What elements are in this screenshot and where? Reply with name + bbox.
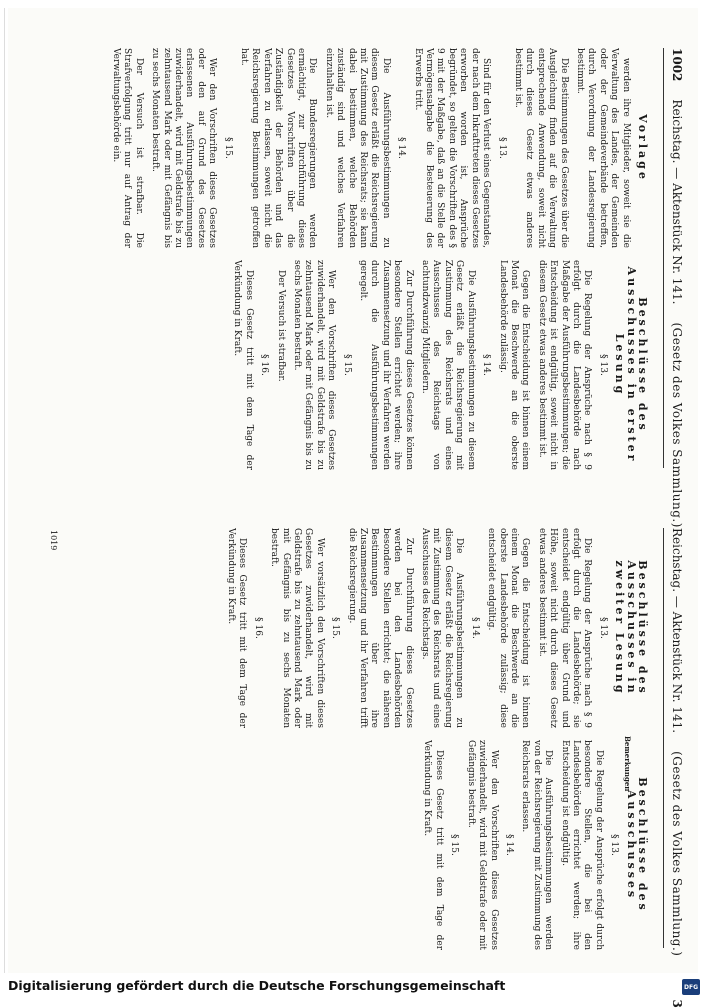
paragraph: Zur Durchführung dieses Gesetzes können besondere Stellen errichtet werden; ihre Zusammensetzung und ihr Verfahren werden durch die Ausführungsbestimmungen geregelt. [358,260,414,470]
page-spine [4,8,5,973]
column-body [421,740,619,950]
paragraph: Die Regelung der Ansprüche nach § 9 erfolgt durch die Landesbehörde; sie entscheidet endgültig über Grund und Höhe, soweit nicht durch dieses Gesetz etwas anderes bestimmt ist. [536,528,593,728]
section-marker: § 15. [330,617,341,639]
left-page-header [666,48,684,528]
right-header-title: Reichstag. — Aktenstück Nr. 141. [670,528,684,734]
left-header-rule [663,48,664,468]
section-marker: § 13. [496,137,507,159]
section-marker: § 16. [252,617,263,639]
section-marker: § 13. [597,617,608,639]
section-marker: § 15. [341,354,352,376]
paragraph: Zur Durchführung dieses Gesetzes werden bei den Landesbehörden besondere Stellen errichtet; die näheren Bestimmungen über ihre Zusammensetzung und ihr Verfahren trifft die Reichsregierung. [346,528,414,728]
paragraph: Gegen die Entscheidung ist binnen einem Monat die Beschwerde an die oberste Landesbehörde zulässig; diese entscheidet endgültig. [486,528,531,728]
section-marker: § 13. [597,354,608,376]
right-page-header [666,528,684,958]
paragraph: Die Ausführungsbestimmungen zu diesem Gesetz erläßt die Reichsregierung mit Zustimmung des Reichsrats und eines Ausschusses des Reichstags von achtundzwanzig Mitgliedern. [420,260,476,470]
left-header-subtitle: (Gesetz des Volkes Sammlung.) [670,322,684,528]
paragraph: Die Regelung der Ansprüche nach § 9 erfolgt durch die Landesbehörde nach Maßgabe der Ausführungsbestimmungen; die Entscheidung ist endgültig, soweit nicht in diesem Gesetz etwas anderes bestimmt ist. [536,260,593,470]
section-marker: § 14. [503,834,514,856]
left-header-title: Reichstag. — Aktenstück Nr. 141. [670,99,684,305]
paragraph: Die Ausführungsbestimmungen werden von der Reichsregierung mit Zustimmung des Reichsrats erlassen. [520,740,554,950]
column-body [110,48,631,248]
column-committee [54,740,654,950]
paragraph: Dieses Gesetz tritt mit dem Tage der Verkündung in Kraft. [232,260,254,470]
scanned-sheet [8,8,698,973]
left-page-number: 1002 [670,48,684,82]
column-first-reading [94,260,654,470]
section-marker: § 15. [449,834,460,856]
paragraph: Die Ausführungsbestimmungen zu diesem Gesetz erläßt die Reichsregierung mit Zustimmung des Reichsrats und eines Ausschusses des Reichstags. [420,528,465,728]
paragraph: Der Versuch ist strafbar. [275,270,286,382]
section-marker: § 15. [222,137,233,159]
paragraph: Wer vorsätzlich den Vorschriften dieses Gesetzes zuwiderhandelt, wird mit Geldstrafe bis zu zehntausend Mark oder mit Gefängnis bis zu sechs Monaten bestraft. [269,528,325,728]
section-marker: § 16. [259,354,270,376]
funding-banner-text: Digitalisierung gefördert durch die Deutsche Forschungsgemeinschaft [8,978,506,993]
column-vorlage [94,48,654,248]
right-header-subtitle: (Gesetz des Volkes Sammlung.) [670,751,684,957]
paragraph: Die Bundesregierungen werden ermächtigt, zur Durchführung dieses Gesetzes Vorschriften über die Zuständigkeit der Behörden und das Verfahren zu erlassen, soweit nicht die Reichsregierung Bestimmungen getroffen hat. [239,48,318,248]
section-marker: § 14. [396,137,407,159]
footer-number: 1019 [49,530,58,551]
paragraph: Die Bestimmungen des Gesetzes über die Ausgleichung finden auf die Verwaltung entsprechende Anwendung, soweit nicht durch dieses Gesetz etwas anderes bestimmt ist. [512,48,569,248]
paragraph: Sind für den Verlust eines Gegenstandes, der nach dem Inkrafttreten dieses Gesetzes erworben worden ist, Ansprüche begründet, so gelten die Vorschriften des § 9 mit der Maßgabe, daß an die Stelle der Vermögensabgabe die Besteuerung des Erwerbs tritt. [412,48,492,248]
column-heading: Beschlüsse des Ausschusses [624,777,649,913]
paragraph: Wer den Vorschriften dieses Gesetzes oder den auf Grund des Gesetzes erlassenen Ausführungsbestimmungen zuwiderhandelt, wird mit Geldstrafe bis zu zehntausend Mark oder mit Gefängnis bis zu sechs Monaten bestraft. [150,48,218,248]
paragraph: werden ihre Mitglieder, soweit sie die Verwaltung des Landes, der Gemeinden oder der Gemeindeverbände betreffen, durch Verordnung der Landesregierung bestimmt. [574,48,631,248]
paragraph: Die Regelung der Ansprüche erfolgt durch besondere Stellen, die bei den Landesbehörden errichtet werden; ihre Entscheidung ist endgültig. [559,740,604,950]
paragraph: Wer den Vorschriften dieses Gesetzes zuwiderhandelt, wird mit Geldstrafe bis zu zehntausend Mark oder mit Gefängnis bis zu sechs Monaten bestraft. [292,260,337,470]
paragraph: Gegen die Entscheidung ist binnen einem Monat die Beschwerde an die oberste Landesbehörde zulässig. [497,260,531,470]
column-body [231,260,608,470]
column-heading: Beschlüsse des Ausschusses in erster Lesung [613,266,649,464]
margin-note: Bemerkungen [623,736,632,792]
column-second-reading [54,528,654,728]
dfg-logo: DFG [682,979,700,995]
paragraph: Der Versuch ist strafbar. Die Strafverfolgung tritt nur auf Antrag der Verwaltungsbehörde ein. [110,48,144,248]
column-heading: Beschlüsse des Ausschusses in zweiter Lesung [613,560,649,696]
rotated-page [8,8,698,973]
section-marker: § 14. [481,354,492,376]
column-heading: Vorlage [636,114,649,182]
paragraph: Wer den Vorschriften dieses Gesetzes zuwiderhandelt, wird mit Geldstrafe oder mit Gefängnis bestraft. [465,740,499,950]
paragraph: Die Ausführungsbestimmungen zu diesem Gesetz erläßt die Reichsregierung mit Zustimmung des Reichsrats; sie kann dabei bestimmen, welche Behörden zuständig sind und welches Verfahren einzuhalten ist. [323,48,391,248]
section-marker: § 14. [469,617,480,639]
section-marker: § 13. [609,834,620,856]
paragraph: Dieses Gesetz tritt mit dem Tage der Verkündung in Kraft. [226,528,248,728]
paragraph: Dieses Gesetz tritt mit dem Tage der Verkündung in Kraft. [422,740,444,950]
right-header-rule [663,528,664,948]
column-body [225,528,608,728]
